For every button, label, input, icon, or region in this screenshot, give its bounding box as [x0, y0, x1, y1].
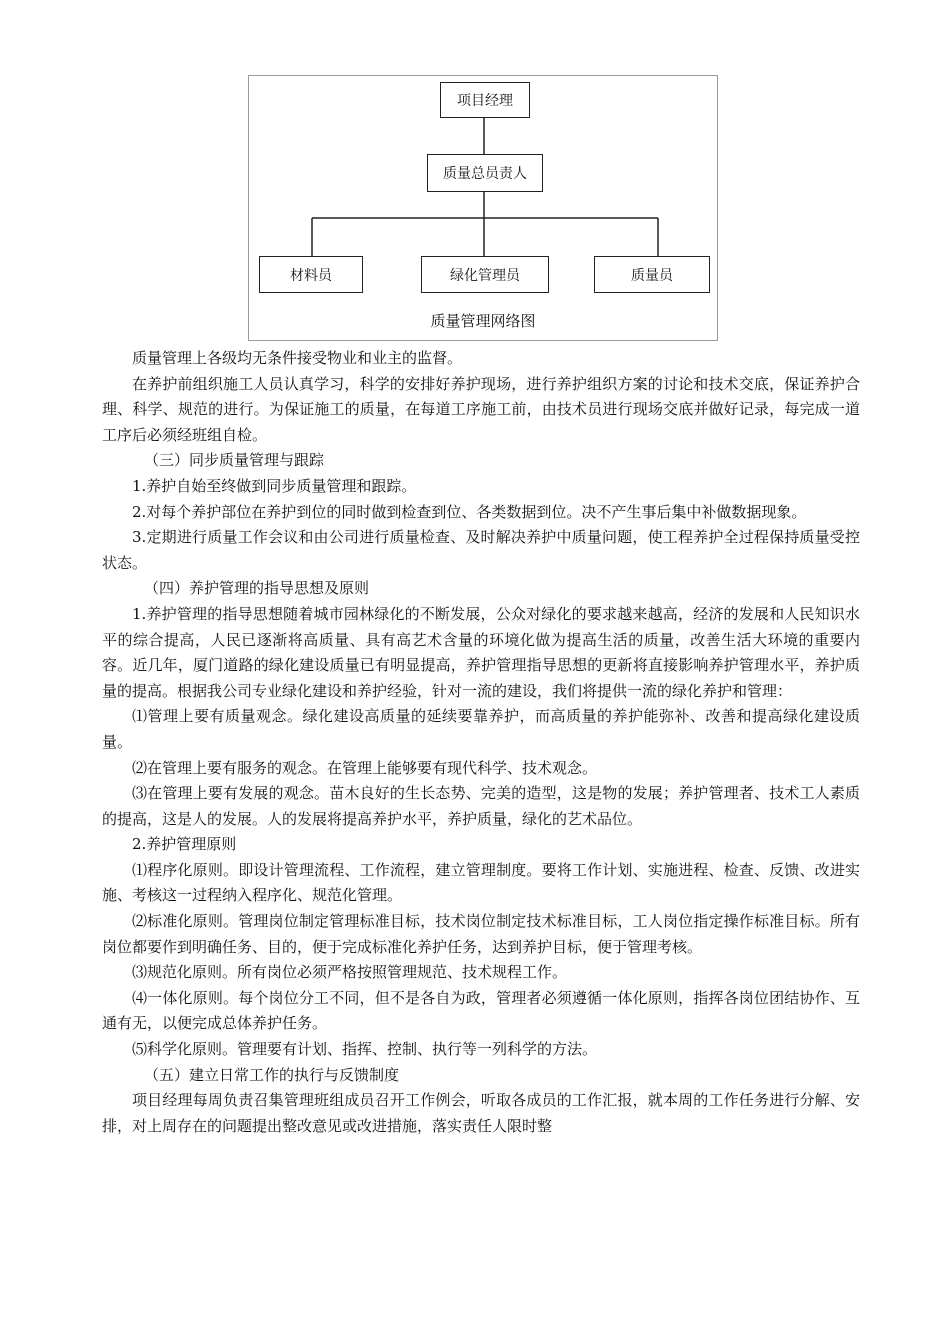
paragraph: 在养护前组织施工人员认真学习，科学的安排好养护现场，进行养护组织方案的讨论和技术交底，保证养护合理、科学、规范的进行。为保证施工的质量，在每道工序施工前，由技术员进行现场交底并做好记录，每完成一道工序后必须经班组自检。: [102, 374, 860, 444]
sub-item: ⑴程序化原则。即设计管理流程、工作流程，建立管理制度。要将工作计划、实施进程、检查、反馈、改进实施、考核这一过程纳入程序化、规范化管理。: [102, 860, 860, 905]
section-heading: （四）养护管理的指导思想及原则: [144, 579, 370, 598]
org-box-greening-manager: 绿化管理员: [421, 256, 549, 293]
list-item: 2.养护管理原则: [132, 835, 237, 854]
list-item: 3.定期进行质量工作会议和由公司进行质量检查、及时解决养护中质量问题，使工程养护全过程保持质量受控状态。: [102, 528, 860, 572]
list-item: 1.养护自始至终做到同步质量管理和跟踪。: [132, 476, 417, 495]
sub-item: ⑵标准化原则。管理岗位制定管理标准目标，技术岗位制定技术标准目标，工人岗位指定操作标准目标。所有岗位都要作到明确任务、目的，便于完成标准化养护任务，达到养护目标，便于管理考核。: [102, 912, 860, 956]
org-box-materials-officer: 材料员: [259, 256, 363, 293]
org-box-project-manager: 项目经理: [440, 82, 530, 118]
sub-item: ⑶在管理上要有发展的观念。苗木良好的生长态势、完美的造型，这是物的发展；养护管理者、技术工人素质的提高，这是人的发展。人的发展将提高养护水平，养护质量，绿化的艺术品位。: [102, 784, 860, 828]
paragraph: 质量管理上各级均无条件接受物业和业主的监督。: [132, 349, 463, 367]
org-box-quality-officer: 质量员: [594, 256, 710, 293]
list-item: 1.养护管理的指导思想随着城市园林绿化的不断发展，公众对绿化的要求越来越高，经济的发展和人民知识水平的综合提高，人民已逐渐将高质量、具有高艺术含量的环境化做为提高生活的质量，改善生活大环境的重要内容。近几年，厦门道路的绿化建设质量已有明显提高，养护管理指导思想的更新将直接影响养护管理水平，养护质量的提高。根据我公司专业绿化建设和养护经验，针对一流的建设，我们将提供一流的绿化养护和管理：: [102, 604, 860, 700]
section-heading: （三）同步质量管理与跟踪: [144, 451, 325, 470]
org-box-quality-lead: 质量总员责人: [427, 154, 543, 192]
sub-item: ⑴管理上要有质量观念。绿化建设高质量的延续要靠养护，而高质量的养护能弥补、改善和提高绿化建设质量。: [102, 707, 860, 751]
section-heading: （五）建立日常工作的执行与反馈制度: [144, 1065, 400, 1084]
sub-item: ⑸科学化原则。管理要有计划、指挥、控制、执行等一列科学的方法。: [132, 1040, 598, 1059]
list-item: 2.对每个养护部位在养护到位的同时做到检查到位、各类数据到位。决不产生事后集中补做数据现象。: [132, 502, 807, 521]
figure-caption: 质量管理网络图: [430, 312, 536, 330]
org-chart: [248, 75, 718, 341]
document-body: [102, 346, 860, 1139]
sub-item: ⑷一体化原则。每个岗位分工不同，但不是各自为政，管理者必须遵循一体化原则，指挥各岗位团结协作、互通有无，以便完成总体养护任务。: [102, 988, 860, 1033]
sub-item: ⑵在管理上要有服务的观念。在管理上能够要有现代科学、技术观念。: [132, 758, 598, 777]
paragraph: 项目经理每周负责召集管理班组成员召开工作例会，听取各成员的工作汇报，就本周的工作任务进行分解、安排，对上周存在的问题提出整改意见或改进措施，落实责任人限时整: [102, 1091, 860, 1135]
sub-item: ⑶规范化原则。所有岗位必须严格按照管理规范、技术规程工作。: [132, 963, 568, 982]
